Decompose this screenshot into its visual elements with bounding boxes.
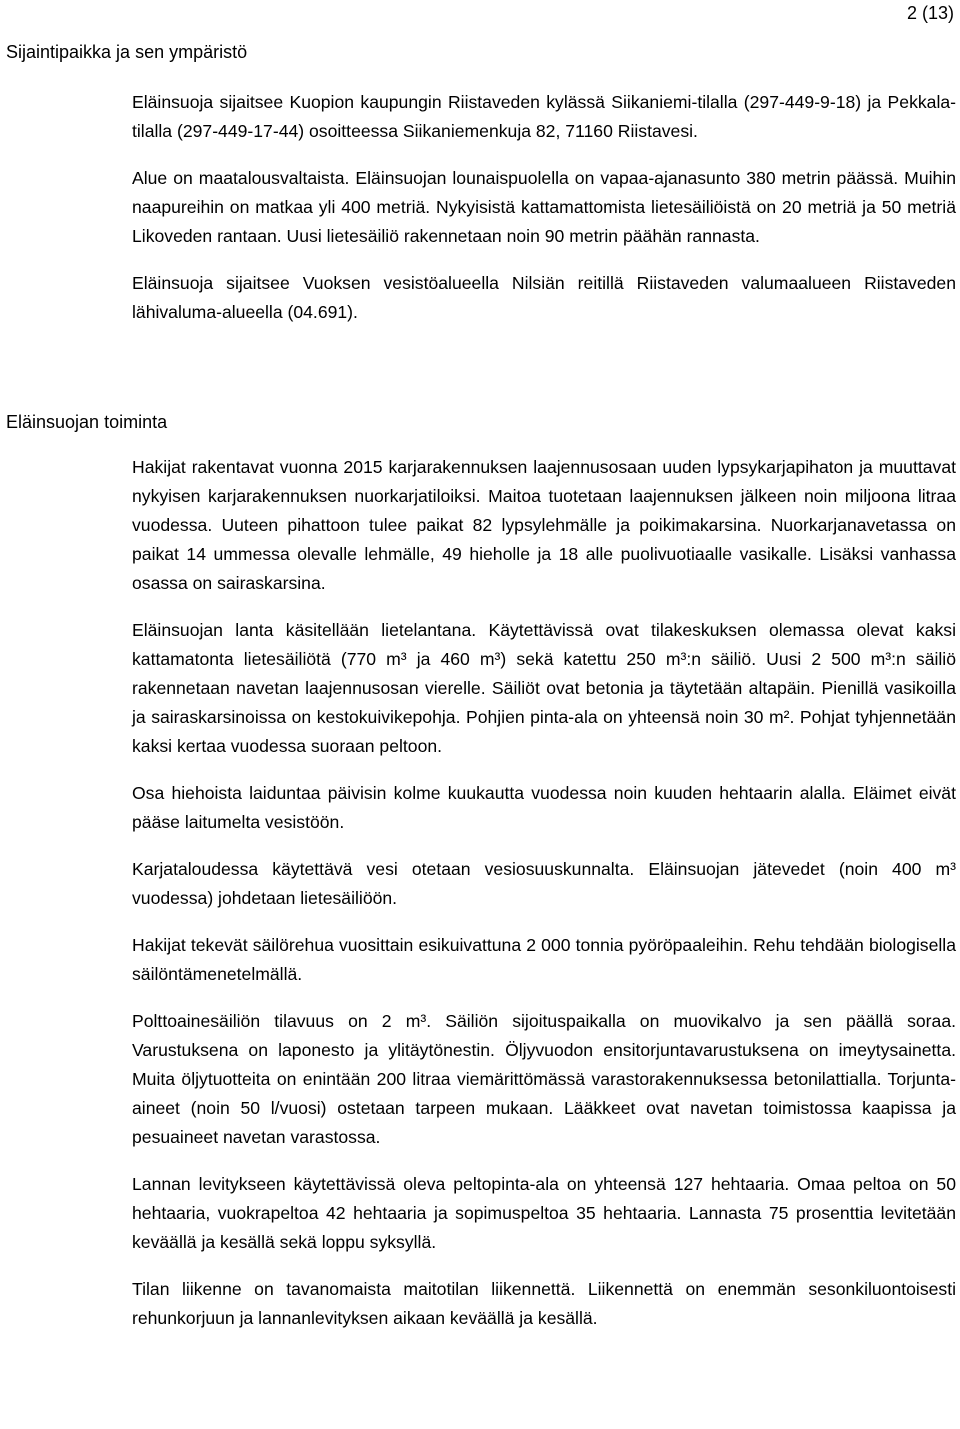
operation-paragraph: Eläinsuojan lanta käsitellään lietelantana. Käytettävissä ovat tilakeskuksen olemassa olevat kaksi kattamatonta lietesäiliötä (770 m³ ja 460 m³) sekä katettu 250 m³:n säiliö. Uusi 2 500 m³:n säiliö rakennetaan navetan laajennusosan vierelle. Säiliöt ovat betonia ja täytetään altapäin. Pienillä vasikoilla ja sairaskarsinoissa on kestokuivikepohja. Pohjien pinta-ala on yhteensä noin 30 m². Pohjat tyhjennetään kaksi kertaa vuodessa suoraan peltoon.	[132, 620, 956, 756]
section-heading-location: Sijaintipaikka ja sen ympäristö	[6, 42, 248, 62]
operation-paragraph: Karjataloudessa käytettävä vesi otetaan vesiosuuskunnalta. Eläinsuojan jätevedet (noin 400 m³ vuodessa) johdetaan lietesäiliöön.	[132, 859, 956, 908]
operation-paragraph: Polttoainesäiliön tilavuus on 2 m³. Säiliön sijoituspaikalla on muovikalvo ja sen päällä soraa. Varustuksena on laponesto ja ylitäytönestin. Öljyvuodon ensitorjuntavarustuksena on imeytysainetta. Muita öljytuotteita on enintään 200 litraa viemärittömässä varastorakennuksessa betonilattialla. Torjunta-aineet (noin 50 l/vuosi) ostetaan tarpeen mukaan. Lääkkeet ovat navetan toimistossa kaapissa ja pesuaineet navetan varastossa.	[132, 1011, 956, 1147]
operation-paragraph: Hakijat tekevät säilörehua vuosittain esikuivattuna 2 000 tonnia pyöröpaaleihin. Rehu tehdään biologisella säilöntämenetelmällä.	[132, 935, 956, 984]
operation-paragraph: Tilan liikenne on tavanomaista maitotilan liikennettä. Liikennettä on enemmän sesonkiluontoisesti rehunkorjuun ja lannanlevityksen aikaan keväällä ja kesällä.	[132, 1279, 956, 1328]
location-paragraph: Alue on maatalousvaltaista. Eläinsuojan lounaispuolella on vapaa-ajanasunto 380 metrin päässä. Muihin naapureihin on matkaa yli 400 metriä. Nykyisistä kattamattomista lietesäiliöistä on 20 metriä ja 50 metriä Likoveden rantaan. Uusi lietesäiliö rakennetaan noin 90 metrin päähän rannasta.	[132, 168, 956, 246]
page-number: 2 (13)	[906, 3, 954, 23]
section-heading-operation: Eläinsuojan toiminta	[6, 412, 168, 432]
location-section-body	[132, 88, 956, 345]
operation-paragraph: Hakijat rakentavat vuonna 2015 karjarakennuksen laajennusosaan uuden lypsykarjapihaton ja muuttavat nykyisen karjarakennuksen nuorkarjatiloiksi. Maitoa tuotetaan laajennuksen jälkeen noin miljoona litraa vuodessa. Uuteen pihattoon tulee paikat 82 lypsylehmälle ja poikimakarsina. Nuorkarjanavetassa on paikat 14 ummessa olevalle lehmälle, 49 hieholle ja 18 alle puolivuotiaalle vasikalle. Lisäksi vanhassa osassa on sairaskarsina.	[132, 457, 956, 593]
location-paragraph: Eläinsuoja sijaitsee Vuoksen vesistöalueella Nilsiän reitillä Riistaveden valumaalueen Riistaveden lähivaluma-alueella (04.691).	[132, 273, 956, 322]
operation-section-body	[132, 453, 956, 1351]
operation-paragraph: Osa hiehoista laiduntaa päivisin kolme kuukautta vuodessa noin kuuden hehtaarin alalla. Eläimet eivät pääse laitumelta vesistöön.	[132, 783, 956, 832]
operation-paragraph: Lannan levitykseen käytettävissä oleva peltopinta-ala on yhteensä 127 hehtaaria. Omaa peltoa on 50 hehtaaria, vuokrapeltoa 42 hehtaaria ja sopimuspeltoa 35 hehtaaria. Lannasta 75 prosenttia levitetään keväällä ja kesällä sekä loppu syksyllä.	[132, 1174, 956, 1252]
location-paragraph: Eläinsuoja sijaitsee Kuopion kaupungin Riistaveden kylässä Siikaniemi-tilalla (297-449-9-18) ja Pekkala-tilalla (297-449-17-44) osoitteessa Siikaniemenkuja 82, 71160 Riistavesi.	[132, 92, 956, 141]
